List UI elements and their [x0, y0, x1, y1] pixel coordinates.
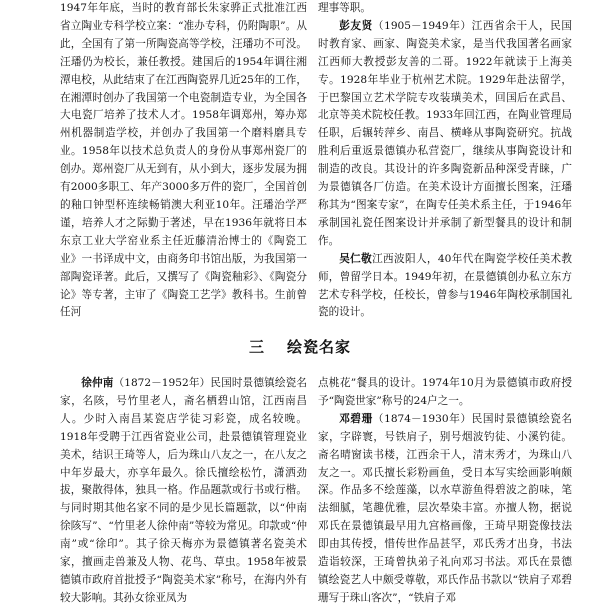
paragraph-continued: 理事等职。: [318, 2, 371, 14]
paragraph-wang-fan-continued: 1947年年底，当时的教育部长朱家骅正式批准江西省立陶业专科学校立案：“准办专科，仍附陶职”。从此，全国有了第一所陶瓷高等学校，汪璠功不可没。汪璠仍为校长，兼任教授。建国后的1954年调往湘潭电校，从此结束了在江西陶瓷界几近25年的工作，在湘潭时创办了我国第一个电瓷制造专业，为全国各大电瓷厂培养了技术人才。1958年调郑州，筹办郑州机器制造学校，并创办了我国第一个磨料磨具专业。1958年以技术总负责人的身份从事郑州瓷厂的创办。郑州瓷厂从无到有，从小到大，逐步发展为拥有2000多职工、年产3000多万件的瓷厂，全国首创的釉口钟型杯连续畅销澳大利亚10年。汪璠治学严谨，培养人才之际勤于著述，早在1936年就将日本东京工业大学窑业系主任近藤清治博士的《陶瓷工业》一书译成中文，由商务印书馆出版，为我国第一部陶瓷译著。此后，又撰写了《陶瓷釉彩》、《陶瓷分论》等专著，主审了《陶瓷工艺学》教科书。生前曾任河: [60, 2, 307, 319]
top-left-column: [60, 0, 307, 322]
bio-peng-youxian: [318, 18, 572, 251]
bio-name: 邓碧珊: [339, 412, 373, 425]
bio-name: 徐仲南: [81, 377, 114, 389]
section-title: 绘瓷名家: [287, 338, 352, 356]
section-heading: [0, 336, 600, 357]
bio-deng-bishan: [318, 411, 572, 608]
section-number: 三: [248, 338, 265, 356]
bio-xu-zhongnan: [60, 375, 307, 608]
bottom-left-column: [60, 375, 307, 608]
paragraph-continued: 点桃花”餐具的设计。1974年10月为景德镇市政府授予“陶瓷世家”称号的24户之一。: [318, 377, 572, 407]
bio-text: 江西波阳人，40年代在陶瓷学校任美术教师，曾留学日本。1949年初，在景德镇创办私立东方艺术专科学校，任校长，曾参与1946年陶校承制国礼瓷的设计。: [318, 252, 573, 319]
bottom-right-column: [318, 375, 572, 608]
bio-wu-renjing: [318, 251, 572, 323]
top-right-column: [318, 0, 572, 322]
bio-name: 彭友贤: [339, 19, 373, 32]
bio-text: （1905－1949年）江西省余干人，民国时教育家、画家、陶瓷美术家，是当代我国著名画家江西师大教授彭友善的二哥。1922年就读于上海美专。1928年毕业于杭州艺术院。1929年赴法留学，于巴黎国立艺术学院专攻装璜美术，回国后在武昌、北京等美术院校任教。1933年回江西，在陶业管理局任职，后辗转萍乡、南昌、横峰从事陶瓷研究。抗战胜利后重返景德镇办私营瓷厂，继续从事陶瓷设计和制造的改良。其设计的许多陶瓷新品种深受青睐，广为景德镇各厂仿造。在美术设计方面擅长图案，汪璠称其为“图案专家”，在陶专任美术系主任，于1946年承制国礼瓷任图案设计并承制了新型餐具的设计和制作。: [318, 19, 573, 247]
bio-text: （1872－1952年）民国时景德镇绘瓷名家，名陔，号竹里老人，斋名栖碧山馆，江西南昌人。少时入南昌某瓷店学徒习彩瓷，成名较晚。1918年受聘于江西省瓷业公司，赴景德镇管理瓷业美术，结识王琦等人，后为珠山八友之一，在八友之中年岁最大，亦享年最久。徐氏擅绘松竹，潇洒劲拔，聚散得体，独具一格。作品题款或行书或行楷。与同时期其他名家不同的是少见长篇题款，以“仲南徐陔写”、“竹里老人徐仲南”等较为常见。印款或“仲南”或“徐印”。其子徐天梅亦为景德镇著名瓷美术家，擅画走兽兼及人物、花鸟、草虫。1958年被景德镇市政府首批授予“陶瓷美术家”称号，在海内外有较大影响。其孙女徐亚凤为: [60, 377, 308, 604]
bio-text: （1874－1930年）民国时景德镇绘瓷名家，字辟寰，号铁肩子，别号烟波钓徒、小溪钓徒。斋名晴窗读书楼，江西余干人，清末秀才，为珠山八友之一。邓氏擅长彩粉画鱼，受日本写实绘画影响颇深。作品多不绘莲藻，以水草游鱼得碧波之韵味，笔法细腻，笔趣优雅，层次晕染丰富。亦擅人物，据说邓氏在景德镇最早用九宫格画像，王琦早期瓷像技法即由其传授，惜传世作品甚罕，邓氏秀才出身，书法造诣较深，王琦曾执弟子礼向邓习书法。邓氏在景德镇绘瓷艺人中颇受尊敬，邓氏作品书款以“铁肩子邓碧珊写于珠山客次”，“铁肩子邓: [318, 412, 573, 604]
bio-name: 吴仁敬: [339, 252, 373, 265]
